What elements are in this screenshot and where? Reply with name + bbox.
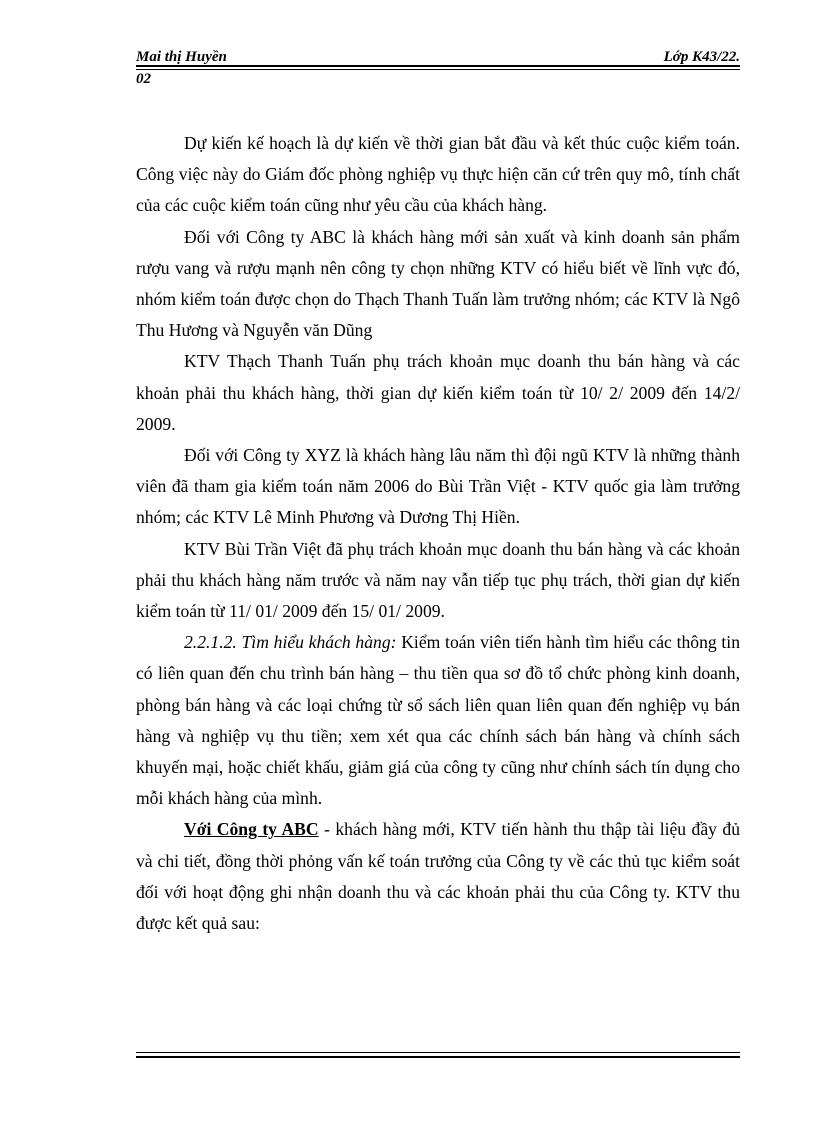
heading-abc-company: Với Công ty ABC	[184, 819, 319, 840]
paragraph-abc-team: Đối với Công ty ABC là khách hàng mới sản xuất và kinh doanh sản phẩm rượu vang và rượu mạnh nên công ty chọn những KTV có hiểu biết về lĩnh vực đó, nhóm kiểm toán được chọn do Thạch Thanh Tuấn làm trưởng nhóm; các KTV là Ngô Thu Hương và Nguyễn văn Dũng	[136, 226, 740, 341]
header-rule-thick	[136, 65, 740, 67]
paragraph-schedule: Dự kiến kế hoạch là dự kiến về thời gian bắt đầu và kết thúc cuộc kiểm toán. Công việc này do Giám đốc phòng nghiệp vụ thực hiện căn cứ trên quy mô, tính chất của các cuộc kiểm toán cũng như yêu cầu của khách hàng.	[136, 133, 740, 216]
paragraph-xyz-team: Đối với Công ty XYZ là khách hàng lâu năm thì đội ngũ KTV là những thành viên đã tham gia kiểm toán năm 2006 do Bùi Trần Việt - KTV quốc gia làm trưởng nhóm; các KTV Lê Minh Phương và Dương Thị Hiền.	[136, 445, 740, 528]
header-author: Mai thị Huyền	[136, 49, 227, 65]
footer-rule-thick	[136, 1056, 740, 1058]
paragraph-abc-procedure-body: - khách hàng mới, KTV tiến hành thu thập tài liệu đầy đủ và chi tiết, đồng thời phỏng vấn kế toán trưởng của Công ty về các thủ tục kiểm soát đối với hoạt động ghi nhận doanh thu và các khoản phải thu của Công ty. KTV thu được kết quả sau:	[136, 819, 740, 934]
header-class-continuation: 02	[136, 71, 151, 87]
paragraph-abc-responsibility: KTV Thạch Thanh Tuấn phụ trách khoản mục doanh thu bán hàng và các khoản phải thu khách hàng, thời gian dự kiến kiểm toán từ 10/ 2/ 2009 đến 14/2/ 2009.	[136, 351, 740, 434]
paragraph-understanding-client	[136, 627, 740, 814]
header-rule-thin	[136, 69, 740, 70]
paragraph-understanding-client-body: Kiểm toán viên tiến hành tìm hiểu các thông tin có liên quan đến chu trình bán hàng – thu tiền qua sơ đồ tổ chức phòng kinh doanh, phòng bán hàng và các loại chứng từ sổ sách liên quan liên quan đến nghiệp vụ bán hàng và nghiệp vụ thu tiền; xem xét qua các chính sách bán hàng và chính sách khuyến mại, hoặc chiết khấu, giảm giá của công ty cũng như chính sách tín dụng cho mỗi khách hàng của mình.	[136, 632, 740, 809]
paragraph-xyz-responsibility: KTV Bùi Trần Việt đã phụ trách khoản mục doanh thu bán hàng và các khoản phải thu khách hàng năm trước và năm nay vẫn tiếp tục phụ trách, thời gian dự kiến kiểm toán từ 11/ 01/ 2009 đến 15/ 01/ 2009.	[136, 538, 740, 622]
footer-rule-thin	[136, 1052, 740, 1053]
page-header	[136, 48, 740, 90]
paragraph-abc-procedure	[136, 814, 740, 939]
document-body	[136, 128, 740, 939]
header-class: Lớp K43/22.	[663, 49, 740, 65]
section-heading-understanding-client: 2.2.1.2. Tìm hiểu khách hàng:	[184, 632, 397, 653]
